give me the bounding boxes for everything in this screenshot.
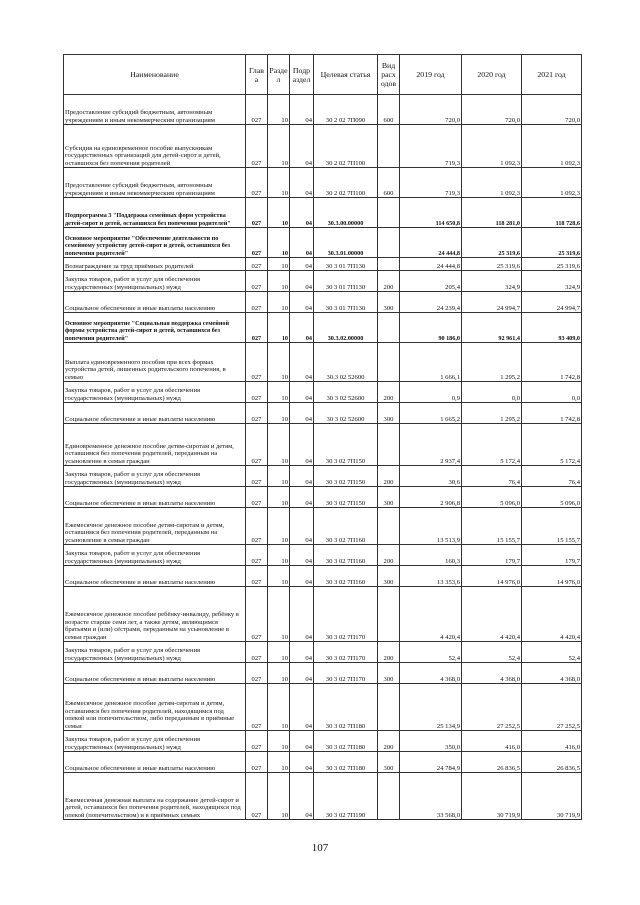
cell-2020: 1 295,2	[462, 403, 522, 424]
cell-2020: 30 719,9	[462, 773, 522, 820]
cell-glav: 027	[246, 343, 268, 382]
cell-vid: 200	[378, 382, 400, 403]
cell-2019: 160,3	[400, 545, 462, 566]
cell-name: Закупка товаров, работ и услуг для обеспечения государственных (муниципальных) нужд	[64, 545, 246, 566]
cell-razdel: 10	[268, 292, 290, 313]
cell-razdel: 10	[268, 382, 290, 403]
cell-target: 30 3 02 52600	[314, 403, 378, 424]
cell-glav: 027	[246, 258, 268, 271]
cell-podrazdel: 04	[290, 424, 314, 466]
table-row	[64, 508, 582, 545]
cell-target: 30 3 02 7П150	[314, 424, 378, 466]
cell-2019: 24 444,8	[400, 228, 462, 258]
cell-target: 30 3 02 7П160	[314, 566, 378, 587]
cell-glav: 027	[246, 228, 268, 258]
cell-vid: 300	[378, 292, 400, 313]
cell-2019: 720,0	[400, 95, 462, 125]
cell-name: Предоставление субсидий бюджетным, автономным учреждениям и иным некоммерческим организациям	[64, 95, 246, 125]
cell-target: 30.3.00.00000	[314, 198, 378, 228]
cell-2020: 25 319,6	[462, 258, 522, 271]
table-row	[64, 292, 582, 313]
cell-2020: 324,9	[462, 271, 522, 292]
table-row	[64, 403, 582, 424]
table-row	[64, 271, 582, 292]
cell-2021: 0,0	[522, 382, 582, 403]
cell-podrazdel: 04	[290, 466, 314, 487]
cell-name: Закупка товаров, работ и услуг для обеспечения государственных (муниципальных) нужд	[64, 731, 246, 752]
cell-vid	[378, 198, 400, 228]
cell-2019: 90 186,0	[400, 313, 462, 343]
cell-2020: 4 368,0	[462, 663, 522, 684]
cell-razdel: 10	[268, 773, 290, 820]
cell-glav: 027	[246, 566, 268, 587]
cell-2021: 720,0	[522, 95, 582, 125]
cell-2021: 14 976,0	[522, 566, 582, 587]
cell-vid	[378, 343, 400, 382]
cell-glav: 027	[246, 95, 268, 125]
cell-podrazdel: 04	[290, 258, 314, 271]
cell-name: Закупка товаров, работ и услуг для обеспечения государственных (муниципальных) нужд	[64, 642, 246, 663]
cell-razdel: 10	[268, 313, 290, 343]
cell-2021: 27 252,5	[522, 684, 582, 731]
cell-2020: 15 155,7	[462, 508, 522, 545]
cell-target: 30 3 02 7П180	[314, 684, 378, 731]
cell-razdel: 10	[268, 466, 290, 487]
cell-glav: 027	[246, 773, 268, 820]
table-row	[64, 382, 582, 403]
cell-2019: 33 568,0	[400, 773, 462, 820]
cell-vid: 200	[378, 466, 400, 487]
cell-razdel: 10	[268, 168, 290, 198]
header-2020: 2020 год	[462, 55, 522, 95]
cell-podrazdel: 04	[290, 228, 314, 258]
cell-glav: 027	[246, 508, 268, 545]
header-vid: Вид расх одов	[378, 55, 400, 95]
cell-2020: 0,0	[462, 382, 522, 403]
header-name: Наименование	[64, 55, 246, 95]
table-header-row	[64, 55, 582, 95]
cell-vid	[378, 424, 400, 466]
cell-2021: 4 368,0	[522, 663, 582, 684]
header-2021: 2021 год	[522, 55, 582, 95]
table-body	[64, 95, 582, 820]
cell-2021: 5 096,0	[522, 487, 582, 508]
table-row	[64, 731, 582, 752]
table-row	[64, 642, 582, 663]
cell-podrazdel: 04	[290, 343, 314, 382]
header-glav: Глав а	[246, 55, 268, 95]
cell-podrazdel: 04	[290, 403, 314, 424]
cell-name: Социальное обеспечение и иные выплаты населению	[64, 292, 246, 313]
cell-razdel: 10	[268, 731, 290, 752]
cell-2019: 1 666,1	[400, 343, 462, 382]
cell-2021: 93 409,0	[522, 313, 582, 343]
cell-name: Выплата единовременного пособия при всех формах устройства детей, лишенных родительского попечения, в семью	[64, 343, 246, 382]
table-row	[64, 228, 582, 258]
cell-name: Закупка товаров, работ и услуг для обеспечения государственных (муниципальных) нужд	[64, 271, 246, 292]
cell-razdel: 10	[268, 125, 290, 168]
cell-name: Подпрограмма 3 "Поддержка семейных форм устройства детей-сирот и детей, оставшихся без попечения родителей"	[64, 198, 246, 228]
cell-vid: 300	[378, 566, 400, 587]
cell-podrazdel: 04	[290, 168, 314, 198]
cell-glav: 027	[246, 382, 268, 403]
cell-2020: 118 281,0	[462, 198, 522, 228]
cell-2021: 1 742,8	[522, 343, 582, 382]
cell-2020: 24 994,7	[462, 292, 522, 313]
cell-target: 30 3 01 7П130	[314, 292, 378, 313]
table-row	[64, 258, 582, 271]
cell-2020: 25 319,6	[462, 228, 522, 258]
cell-2021: 4 420,4	[522, 587, 582, 642]
cell-vid	[378, 684, 400, 731]
cell-target: 30.3 02 52600	[314, 343, 378, 382]
cell-2021: 52,4	[522, 642, 582, 663]
cell-glav: 027	[246, 752, 268, 773]
table-row	[64, 424, 582, 466]
table-row	[64, 198, 582, 228]
cell-2020: 92 961,4	[462, 313, 522, 343]
cell-2019: 30,6	[400, 466, 462, 487]
cell-podrazdel: 04	[290, 752, 314, 773]
cell-2019: 1 665,2	[400, 403, 462, 424]
table-row	[64, 487, 582, 508]
cell-podrazdel: 04	[290, 566, 314, 587]
table-row	[64, 343, 582, 382]
cell-2021: 5 172,4	[522, 424, 582, 466]
cell-2020: 1 092,3	[462, 125, 522, 168]
cell-target: 30 2 02 7П090	[314, 95, 378, 125]
cell-2020: 5 096,0	[462, 487, 522, 508]
cell-2021: 1 092,3	[522, 168, 582, 198]
cell-2019: 350,0	[400, 731, 462, 752]
cell-2020: 26 836,5	[462, 752, 522, 773]
table-row	[64, 125, 582, 168]
cell-2019: 2 906,8	[400, 487, 462, 508]
cell-target: 30 3 01 7П130	[314, 271, 378, 292]
cell-podrazdel: 04	[290, 587, 314, 642]
cell-razdel: 10	[268, 343, 290, 382]
cell-target: 30 3 02 7П170	[314, 642, 378, 663]
cell-target: 30 3 02 7П180	[314, 752, 378, 773]
cell-podrazdel: 04	[290, 545, 314, 566]
cell-target: 30 3 02 7П160	[314, 545, 378, 566]
cell-podrazdel: 04	[290, 292, 314, 313]
cell-name: Социальное обеспечение и иные выплаты населению	[64, 566, 246, 587]
header-2019: 2019 год	[400, 55, 462, 95]
cell-name: Ежемесячная денежная выплата на содержание детей-сирот и детей, оставшихся без попечения родителей, находящихся под опекой (попечительством) и в приёмных семьях	[64, 773, 246, 820]
cell-razdel: 10	[268, 545, 290, 566]
cell-target: 30 3 01 7П130	[314, 258, 378, 271]
cell-razdel: 10	[268, 587, 290, 642]
cell-name: Социальное обеспечение и иные выплаты населению	[64, 487, 246, 508]
cell-2021: 416,0	[522, 731, 582, 752]
cell-glav: 027	[246, 168, 268, 198]
cell-target: 30 3 02 7П150	[314, 466, 378, 487]
cell-name: Социальное обеспечение и иные выплаты населению	[64, 403, 246, 424]
cell-2019: 52,4	[400, 642, 462, 663]
cell-2020: 416,0	[462, 731, 522, 752]
cell-vid: 200	[378, 545, 400, 566]
cell-2021: 25 319,6	[522, 228, 582, 258]
cell-2021: 24 994,7	[522, 292, 582, 313]
cell-name: Основное мероприятие "Обеспечение деятельности по семейному устройству детей-сирот и детей, оставшихся без попечения родителей"	[64, 228, 246, 258]
cell-target: 30.3.02.00000	[314, 313, 378, 343]
cell-razdel: 10	[268, 566, 290, 587]
cell-2019: 114 650,8	[400, 198, 462, 228]
table-row	[64, 587, 582, 642]
cell-2021: 179,7	[522, 545, 582, 566]
cell-razdel: 10	[268, 642, 290, 663]
cell-vid	[378, 773, 400, 820]
cell-2021: 76,4	[522, 466, 582, 487]
cell-target: 30 3 02 7П180	[314, 731, 378, 752]
cell-glav: 027	[246, 466, 268, 487]
cell-2020: 27 252,5	[462, 684, 522, 731]
table-row	[64, 313, 582, 343]
cell-2019: 24 444,8	[400, 258, 462, 271]
cell-podrazdel: 04	[290, 313, 314, 343]
cell-podrazdel: 04	[290, 642, 314, 663]
cell-2021: 30 719,9	[522, 773, 582, 820]
cell-2019: 719,3	[400, 168, 462, 198]
cell-vid: 300	[378, 663, 400, 684]
cell-podrazdel: 04	[290, 508, 314, 545]
cell-name: Социальное обеспечение и иные выплаты населению	[64, 663, 246, 684]
cell-vid: 300	[378, 403, 400, 424]
cell-razdel: 10	[268, 95, 290, 125]
cell-2021: 118 728,6	[522, 198, 582, 228]
cell-target: 30.3.01.00000	[314, 228, 378, 258]
cell-podrazdel: 04	[290, 487, 314, 508]
cell-2021: 15 155,7	[522, 508, 582, 545]
cell-vid: 600	[378, 95, 400, 125]
header-podrazdel: Подр аздел	[290, 55, 314, 95]
cell-glav: 027	[246, 545, 268, 566]
cell-vid: 300	[378, 752, 400, 773]
cell-razdel: 10	[268, 752, 290, 773]
table-row	[64, 752, 582, 773]
cell-name: Ежемесячное денежное пособие детям-сиротам и детям, оставшимся без попечения родителей, находящимся под опекой или попечительством, либо переданным в приёмные семьи	[64, 684, 246, 731]
table-row	[64, 663, 582, 684]
cell-vid	[378, 125, 400, 168]
cell-glav: 027	[246, 313, 268, 343]
table-row	[64, 168, 582, 198]
table-row	[64, 95, 582, 125]
table-row	[64, 466, 582, 487]
cell-vid	[378, 508, 400, 545]
cell-podrazdel: 04	[290, 198, 314, 228]
cell-2019: 205,4	[400, 271, 462, 292]
cell-2019: 719,3	[400, 125, 462, 168]
cell-2019: 0,9	[400, 382, 462, 403]
cell-glav: 027	[246, 587, 268, 642]
cell-glav: 027	[246, 642, 268, 663]
header-razdel: Разде л	[268, 55, 290, 95]
cell-glav: 027	[246, 271, 268, 292]
cell-name: Социальное обеспечение и иные выплаты населению	[64, 752, 246, 773]
cell-2021: 324,9	[522, 271, 582, 292]
cell-glav: 027	[246, 198, 268, 228]
cell-vid	[378, 258, 400, 271]
cell-glav: 027	[246, 487, 268, 508]
cell-target: 30 3 02 7П170	[314, 587, 378, 642]
cell-target: 30 3 02 52600	[314, 382, 378, 403]
cell-vid: 600	[378, 168, 400, 198]
cell-2019: 2 937,4	[400, 424, 462, 466]
budget-table	[63, 54, 582, 820]
cell-podrazdel: 04	[290, 382, 314, 403]
cell-razdel: 10	[268, 403, 290, 424]
cell-2019: 24 239,4	[400, 292, 462, 313]
cell-vid: 200	[378, 731, 400, 752]
page-number: 107	[311, 842, 329, 854]
cell-razdel: 10	[268, 663, 290, 684]
cell-name: Закупка товаров, работ и услуг для обеспечения государственных (муниципальных) нужд	[64, 382, 246, 403]
cell-2020: 14 976,0	[462, 566, 522, 587]
table-row	[64, 566, 582, 587]
table-row	[64, 684, 582, 731]
cell-razdel: 10	[268, 424, 290, 466]
table-row	[64, 773, 582, 820]
cell-name: Ежемесячное денежное пособие ребёнку-инвалиду, ребёнку в возрасте старше семи лет, а также детям, являющимся братьями и (или) сёстрами, переданным на усыновление в семьи граждан	[64, 587, 246, 642]
cell-target: 30 3 02 7П170	[314, 663, 378, 684]
cell-vid: 200	[378, 271, 400, 292]
cell-2020: 1 295,2	[462, 343, 522, 382]
cell-glav: 027	[246, 125, 268, 168]
cell-podrazdel: 04	[290, 684, 314, 731]
cell-vid	[378, 587, 400, 642]
cell-glav: 027	[246, 403, 268, 424]
cell-target: 30 3 02 7П150	[314, 487, 378, 508]
cell-razdel: 10	[268, 228, 290, 258]
cell-podrazdel: 04	[290, 95, 314, 125]
cell-2019: 4 420,4	[400, 587, 462, 642]
cell-vid: 300	[378, 487, 400, 508]
cell-vid: 200	[378, 642, 400, 663]
cell-2019: 13 513,9	[400, 508, 462, 545]
cell-2020: 52,4	[462, 642, 522, 663]
cell-2021: 1 742,8	[522, 403, 582, 424]
cell-name: Основное мероприятие "Социальная поддержка семейной формы устройства детей-сирот и детей, оставшихся без попечения родителей"	[64, 313, 246, 343]
cell-2019: 25 134,9	[400, 684, 462, 731]
cell-razdel: 10	[268, 271, 290, 292]
cell-2020: 4 420,4	[462, 587, 522, 642]
cell-podrazdel: 04	[290, 271, 314, 292]
cell-razdel: 10	[268, 508, 290, 545]
cell-name: Ежемесячное денежное пособие детям-сиротам и детям, оставшимся без попечения родителей, переданным на усыновление в семьи граждан	[64, 508, 246, 545]
cell-podrazdel: 04	[290, 663, 314, 684]
cell-razdel: 10	[268, 487, 290, 508]
cell-2021: 1 092,3	[522, 125, 582, 168]
cell-name: Субсидия на единовременное пособие выпускникам государственных организаций для детей-сирот и детей, оставшихся без попечения родителей	[64, 125, 246, 168]
cell-name: Закупка товаров, работ и услуг для обеспечения государственных (муниципальных) нужд	[64, 466, 246, 487]
cell-glav: 027	[246, 731, 268, 752]
cell-2019: 4 368,0	[400, 663, 462, 684]
cell-name: Единовременное денежное пособие детям-сиротам и детям, оставшимся без попечения родителей, переданным на усыновление в семьи граждан	[64, 424, 246, 466]
cell-name: Вознаграждение за труд приёмных родителей	[64, 258, 246, 271]
cell-glav: 027	[246, 663, 268, 684]
cell-vid	[378, 313, 400, 343]
cell-2021: 25 319,6	[522, 258, 582, 271]
header-target: Целевая статья	[314, 55, 378, 95]
cell-2020: 1 092,3	[462, 168, 522, 198]
cell-2020: 179,7	[462, 545, 522, 566]
cell-razdel: 10	[268, 684, 290, 731]
cell-target: 30 3 02 7П190	[314, 773, 378, 820]
cell-podrazdel: 04	[290, 773, 314, 820]
cell-razdel: 10	[268, 198, 290, 228]
budget-table-sheet	[63, 54, 581, 820]
cell-2019: 13 353,6	[400, 566, 462, 587]
cell-2020: 5 172,4	[462, 424, 522, 466]
cell-glav: 027	[246, 424, 268, 466]
cell-podrazdel: 04	[290, 731, 314, 752]
cell-razdel: 10	[268, 258, 290, 271]
cell-target: 30 2 02 7П100	[314, 125, 378, 168]
cell-glav: 027	[246, 684, 268, 731]
cell-name: Предоставление субсидий бюджетным, автономным учреждениям и иным некоммерческим организациям	[64, 168, 246, 198]
cell-target: 30 3 02 7П160	[314, 508, 378, 545]
cell-2020: 720,0	[462, 95, 522, 125]
cell-target: 30 2 02 7П100	[314, 168, 378, 198]
cell-2019: 24 784,9	[400, 752, 462, 773]
table-row	[64, 545, 582, 566]
cell-2021: 26 836,5	[522, 752, 582, 773]
cell-vid	[378, 228, 400, 258]
cell-glav: 027	[246, 292, 268, 313]
cell-2020: 76,4	[462, 466, 522, 487]
cell-podrazdel: 04	[290, 125, 314, 168]
